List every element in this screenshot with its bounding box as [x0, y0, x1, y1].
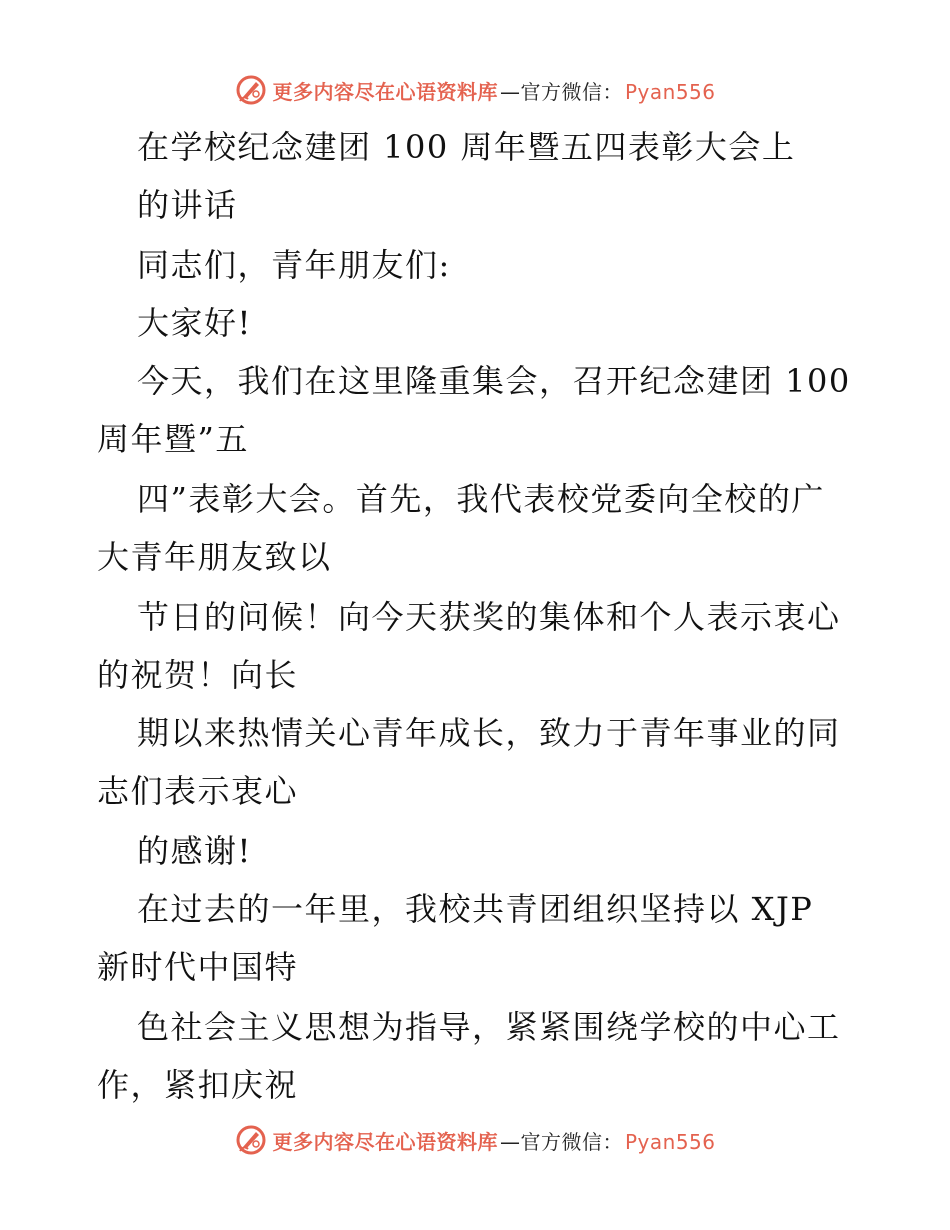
- text-line: 节日的问候！向今天获奖的集体和个人表示衷心: [137, 598, 841, 636]
- text-line: 四”表彰大会。首先，我代表校党委向全校的广: [137, 480, 825, 518]
- text-line: 色社会主义思想为指导，紧紧围绕学校的中心工: [137, 1008, 841, 1046]
- text-line: 大家好!: [137, 304, 252, 342]
- watermark-wechat: Pyan556: [624, 1129, 716, 1154]
- text-line: 的感谢!: [137, 832, 252, 870]
- watermark-brand: 更多内容尽在心语资料库: [272, 79, 498, 104]
- watermark-wechat: Pyan556: [624, 79, 716, 104]
- text-line: 期以来热情关心青年成长，致力于青年事业的同: [137, 714, 841, 752]
- text-line: 大青年朋友致以: [97, 538, 332, 576]
- text-line: 新时代中国特: [97, 948, 299, 986]
- watermark-text: [272, 1126, 715, 1155]
- watermark-separator: —官方微信：: [499, 79, 623, 104]
- text-line: 周年暨”五: [97, 420, 249, 458]
- watermark-brand: 更多内容尽在心语资料库: [272, 1129, 498, 1154]
- text-line: 的讲话: [137, 186, 238, 224]
- text-line: 作，紧扣庆祝: [97, 1066, 299, 1104]
- watermark-separator: —官方微信：: [499, 1129, 623, 1154]
- text-line: 在学校纪念建团 100 周年暨五四表彰大会上: [137, 128, 796, 166]
- text-line: 今天，我们在这里隆重集会，召开纪念建团 100: [137, 362, 851, 400]
- text-line: 在过去的一年里，我校共青团组织坚持以 XJP: [137, 890, 814, 928]
- footer-watermark: [0, 1120, 950, 1160]
- quill-logo-icon: [234, 1123, 268, 1157]
- text-line: 同志们，青年朋友们:: [137, 246, 451, 284]
- text-line: 志们表示衷心: [97, 772, 299, 810]
- text-line: 的祝贺！向长: [97, 656, 299, 694]
